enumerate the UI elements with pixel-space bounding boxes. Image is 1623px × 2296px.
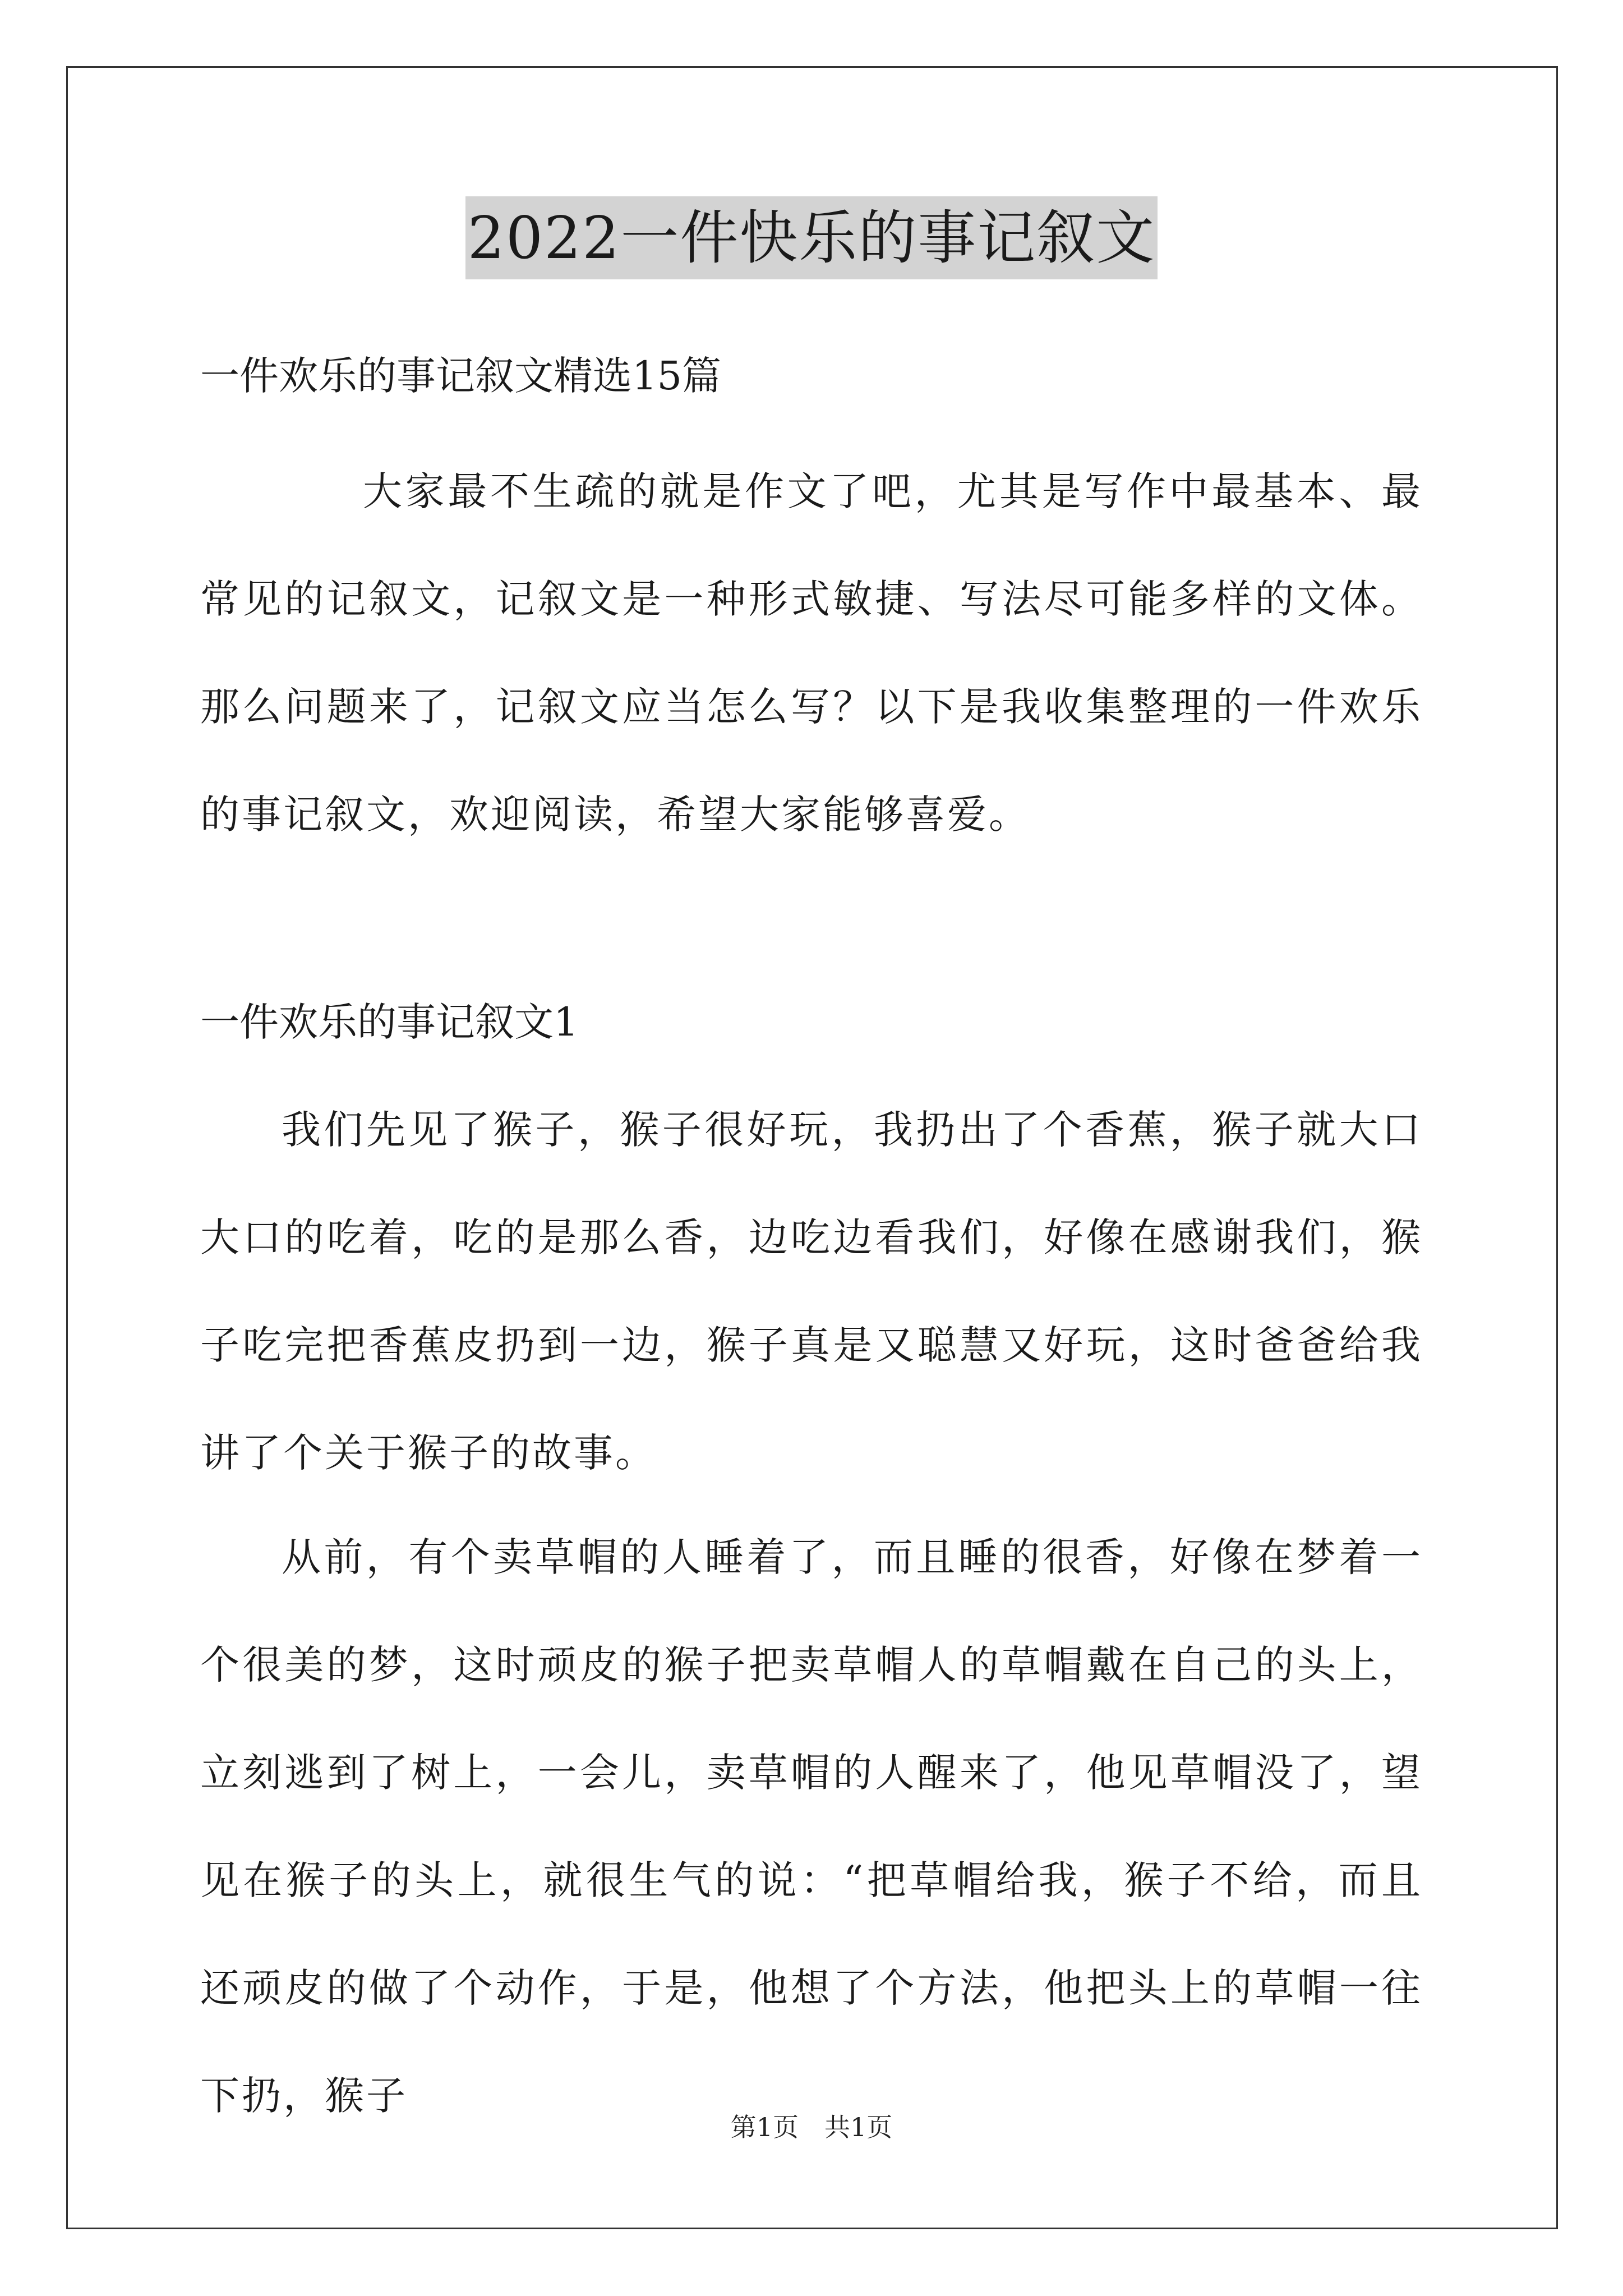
document-title: 2022一件快乐的事记叙文 xyxy=(465,196,1158,279)
document-subtitle: 一件欢乐的事记叙文精选15篇 xyxy=(200,353,722,399)
page-total: 共1页 xyxy=(824,2112,893,2142)
body-paragraph-1: 我们先见了猴子，猴子很好玩，我扔出了个香蕉，猴子就大口大口的吃着，吃的是那么香，边吃边看我们，好像在感谢我们，猴子吃完把香蕉皮扔到一边，猴子真是又聪慧又好玩，这时爸爸给我讲了个关于猴子的故事。 xyxy=(200,1107,1423,1476)
page-footer xyxy=(0,2110,1623,2144)
page-number: 第1页 xyxy=(730,2112,799,2142)
body-paragraph-2: 从前，有个卖草帽的人睡着了，而且睡的很香，好像在梦着一个很美的梦，这时顽皮的猴子把卖草帽人的草帽戴在自己的头上，立刻逃到了树上，一会儿，卖草帽的人醒来了，他见草帽没了，望见在猴子的头上，就很生气的说：“把草帽给我，猴子不给，而且还顽皮的做了个动作，于是，他想了个方法，他把头上的草帽一往下扔，猴子 xyxy=(200,1534,1423,2119)
title-container xyxy=(0,196,1623,279)
section-heading: 一件欢乐的事记叙文1 xyxy=(200,999,579,1045)
intro-paragraph: 大家最不生疏的就是作文了吧，尤其是写作中最基本、最常见的记叙文，记叙文是一种形式敏捷、写法尽可能多样的文体。那么问题来了，记叙文应当怎么写？以下是我收集整理的一件欢乐的事记叙文，欢迎阅读，希望大家能够喜爱。 xyxy=(200,468,1423,838)
